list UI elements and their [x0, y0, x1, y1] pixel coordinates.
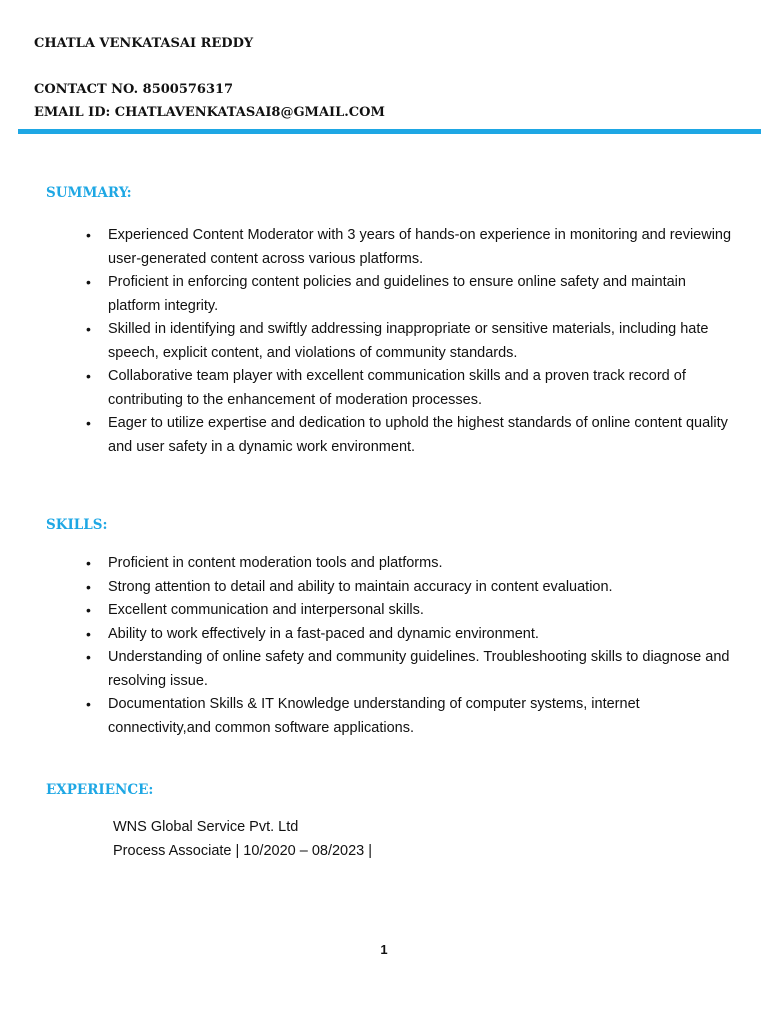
experience-heading: EXPERIENCE:: [46, 782, 154, 798]
list-item-text: Strong attention to detail and ability to maintain accuracy in content evaluation.: [108, 578, 613, 595]
bullet-icon: •: [86, 578, 91, 595]
company-name: WNS Global Service Pvt. Ltd: [113, 819, 299, 835]
list-item-text: Excellent communication and interpersonal skills.: [108, 602, 424, 618]
list-item-text: Ability to work effectively in a fast-paced and dynamic environment.: [108, 625, 539, 642]
bullet-icon: •: [86, 321, 91, 337]
job-role: Process Associate | 10/2020 – 08/2023 |: [113, 843, 373, 859]
list-item: [86, 693, 736, 740]
summary-heading: SUMMARY:: [46, 185, 132, 201]
list-item: [86, 552, 736, 576]
contact-number: CONTACT NO. 8500576317: [34, 82, 234, 97]
header-divider: [18, 129, 761, 134]
list-item: [86, 224, 736, 271]
bullet-icon: •: [86, 368, 91, 384]
list-item-text: Experienced Content Moderator with 3 years of hands-on experience in monitoring and reviewing user-generated content across various platforms.: [108, 227, 732, 267]
list-item: [86, 412, 736, 459]
summary-list: [86, 224, 736, 459]
bullet-icon: •: [86, 274, 91, 290]
list-item-text: Skilled in identifying and swiftly addressing inappropriate or sensitive materials, including hate speech, explicit content, and violations of community standards.: [108, 321, 709, 361]
list-item-text: Proficient in enforcing content policies and guidelines to ensure online safety and maintain platform integrity.: [108, 274, 686, 314]
bullet-icon: •: [86, 415, 91, 431]
page-number: 1: [380, 942, 388, 957]
bullet-icon: •: [86, 602, 91, 618]
list-item: [86, 576, 736, 600]
skills-list: [86, 552, 736, 740]
bullet-icon: •: [86, 227, 91, 243]
list-item: [86, 599, 736, 623]
list-item-text: Eager to utilize expertise and dedication to uphold the highest standards of online content quality and user safety in a dynamic work environment.: [108, 415, 728, 455]
bullet-icon: •: [86, 649, 91, 665]
bullet-icon: •: [86, 625, 91, 642]
list-item: [86, 271, 736, 318]
bullet-icon: •: [86, 696, 91, 712]
list-item: [86, 646, 736, 693]
skills-heading: SKILLS:: [46, 517, 108, 533]
list-item-text: Proficient in content moderation tools and platforms.: [108, 555, 443, 571]
email-id: EMAIL ID: CHATLAVENKATASAI8@GMAIL.COM: [34, 105, 385, 120]
list-item-text: Understanding of online safety and community guidelines. Troubleshooting skills to diagnose and resolving issue.: [108, 649, 730, 689]
candidate-name: CHATLA VENKATASAI REDDY: [34, 36, 254, 51]
list-item-text: Documentation Skills & IT Knowledge understanding of computer systems, internet connectivity,and common software applications.: [108, 696, 640, 736]
list-item: [86, 623, 736, 647]
bullet-icon: •: [86, 555, 91, 571]
list-item: [86, 318, 736, 365]
list-item-text: Collaborative team player with excellent communication skills and a proven track record of contributing to the enhancement of moderation processes.: [108, 368, 686, 408]
list-item: [86, 365, 736, 412]
